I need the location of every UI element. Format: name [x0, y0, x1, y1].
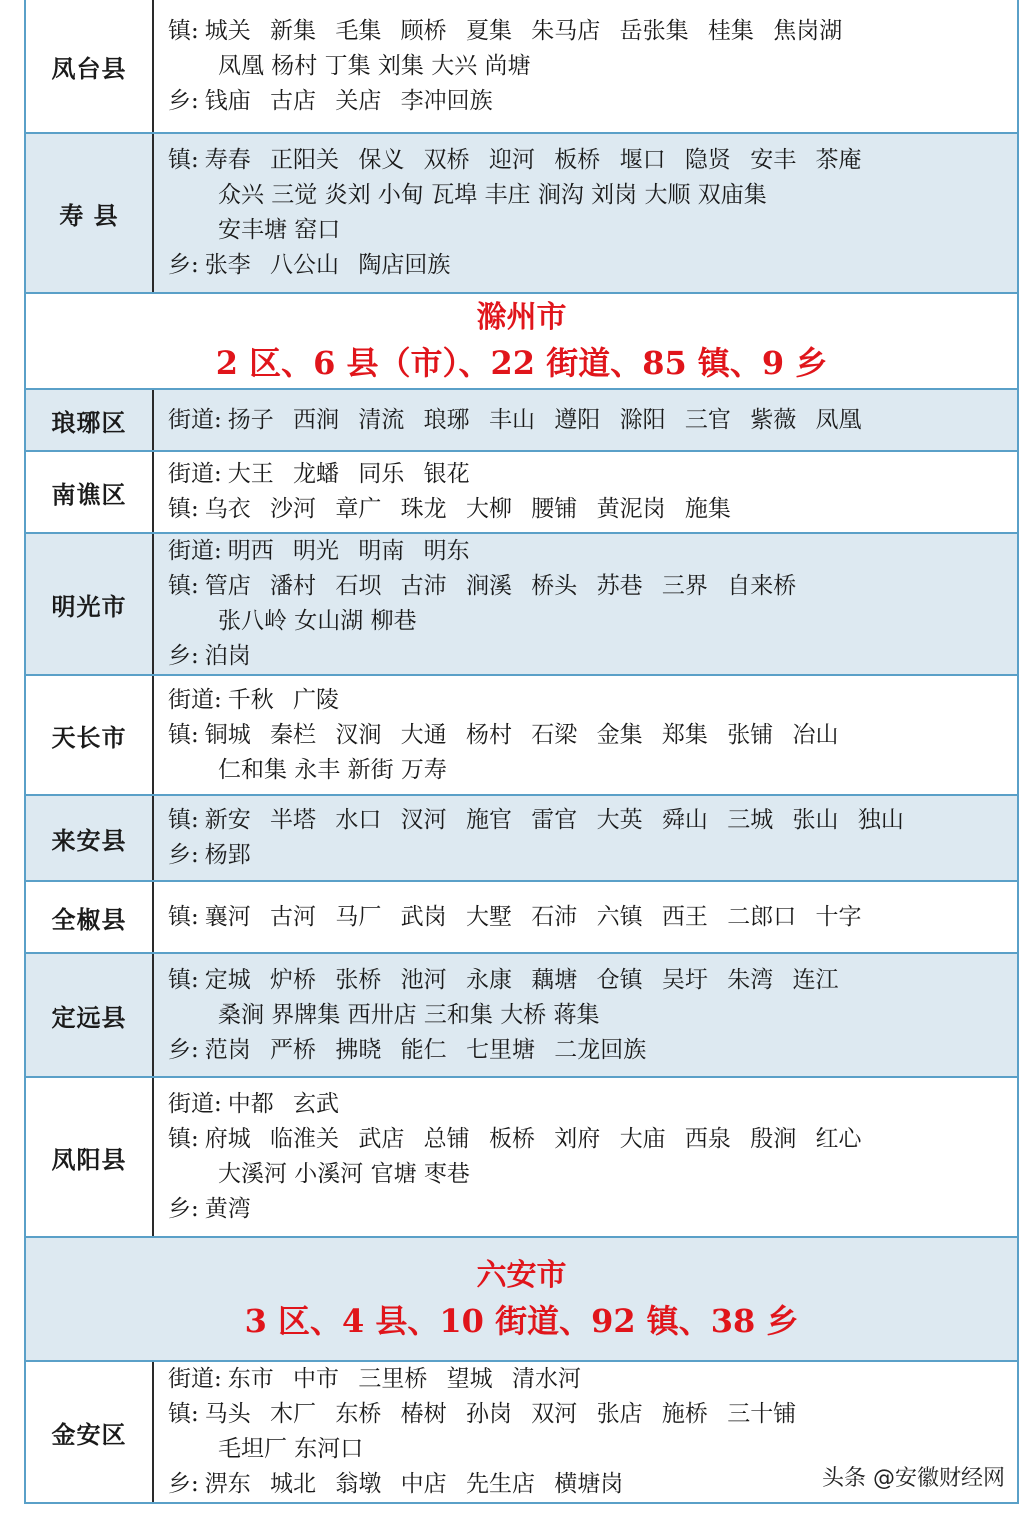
town-list-cont: 凤凰 杨村 丁集 刘集 大兴 尚塘 [218, 52, 531, 79]
row-laian [26, 796, 1017, 882]
subdistrict-list: 千秋 广陵 [227, 686, 340, 713]
city-stats: 2 区、6 县（市）、22 街道、85 镇、9 乡 [215, 344, 828, 382]
subdistrict-list: 明西 明光 明南 明东 [227, 538, 470, 564]
city-header-chuzhou [26, 294, 1017, 390]
label-town: 镇: [168, 1126, 199, 1152]
county-name: 定远县 [26, 954, 154, 1076]
city-name: 六安市 [476, 1258, 567, 1293]
label-subdistrict: 街道: [168, 1091, 222, 1117]
subdistrict-list: 扬子 西涧 清流 琅琊 丰山 遵阳 滁阳 三官 紫薇 凤凰 [227, 406, 862, 433]
row-dingyuan [26, 954, 1017, 1078]
township-list: 张李 八公山 陶店回族 [204, 252, 451, 278]
label-subdistrict: 街道: [168, 686, 222, 713]
county-content [154, 134, 1017, 292]
label-township: 乡: [168, 1036, 199, 1063]
row-quanjiao [26, 882, 1017, 954]
label-subdistrict: 街道: [168, 538, 222, 564]
town-list: 马头 木厂 东桥 椿树 孙岗 双河 张店 施桥 三十铺 [204, 1401, 797, 1427]
city-stats: 3 区、4 县、10 街道、92 镇、38 乡 [244, 1302, 799, 1340]
row-langya [26, 390, 1017, 452]
town-list: 定城 炉桥 张桥 池河 永康 藕塘 仓镇 吴圩 朱湾 连江 [204, 966, 839, 993]
source-watermark: 头条 @安徽财经网 [816, 1459, 1011, 1494]
county-name: 金安区 [26, 1362, 154, 1502]
town-list: 乌衣 沙河 章广 珠龙 大柳 腰铺 黄泥岗 施集 [204, 496, 731, 522]
county-name: 明光市 [26, 534, 154, 674]
row-tianchang [26, 676, 1017, 796]
town-list: 铜城 秦栏 汊涧 大通 杨村 石梁 金集 郑集 张铺 冶山 [204, 721, 839, 748]
row-mingguang [26, 534, 1017, 676]
township-list: 黄湾 [204, 1196, 251, 1222]
county-content [154, 954, 1017, 1076]
township-list: 钱庙 古店 关店 李冲回族 [204, 87, 493, 114]
subdistrict-list: 东市 中市 三里桥 望城 清水河 [227, 1366, 581, 1392]
township-list: 淠东 城北 翁墩 中店 先生店 横塘岗 [204, 1471, 624, 1497]
label-town: 镇: [168, 966, 199, 993]
row-shouxian [26, 134, 1017, 294]
county-content [154, 796, 1017, 880]
town-list-cont: 张八岭 女山湖 柳巷 [218, 608, 417, 634]
town-list-cont: 安丰塘 窑口 [218, 217, 341, 243]
town-list-cont: 众兴 三觉 炎刘 小甸 瓦埠 丰庄 涧沟 刘岗 大顺 双庙集 [218, 182, 767, 208]
town-list: 新安 半塔 水口 汊河 施官 雷官 大英 舜山 三城 张山 独山 [204, 807, 904, 833]
town-list: 城关 新集 毛集 顾桥 夏集 朱马店 岳张集 桂集 焦岗湖 [204, 17, 843, 44]
label-township: 乡: [168, 643, 199, 669]
town-list-cont: 仁和集 永丰 新街 万寿 [218, 756, 447, 783]
township-list: 泊岗 [204, 643, 251, 669]
subdistrict-list: 中都 玄武 [227, 1091, 340, 1117]
label-township: 乡: [168, 87, 199, 114]
county-content [154, 534, 1017, 674]
label-township: 乡: [168, 842, 199, 868]
town-list: 管店 潘村 石坝 古沛 涧溪 桥头 苏巷 三界 自来桥 [204, 573, 797, 599]
town-list: 府城 临淮关 武店 总铺 板桥 刘府 大庙 西泉 殷涧 红心 [204, 1126, 862, 1152]
township-list: 杨郢 [204, 842, 251, 868]
label-township: 乡: [168, 1196, 199, 1222]
county-content [154, 390, 1017, 450]
label-town: 镇: [168, 147, 199, 173]
county-content [154, 452, 1017, 532]
label-town: 镇: [168, 807, 199, 833]
town-list-cont: 大溪河 小溪河 官塘 枣巷 [218, 1161, 470, 1187]
label-town: 镇: [168, 17, 199, 44]
county-content [154, 0, 1017, 132]
row-nanqiao [26, 452, 1017, 534]
county-name: 全椒县 [26, 882, 154, 952]
city-header-luan [26, 1238, 1017, 1362]
town-list-cont: 毛坦厂 东河口 [218, 1436, 364, 1462]
label-township: 乡: [168, 1471, 199, 1497]
county-content [154, 882, 1017, 952]
label-subdistrict: 街道: [168, 461, 222, 487]
city-name: 滁州市 [476, 300, 567, 335]
county-name: 南谯区 [26, 452, 154, 532]
label-subdistrict: 街道: [168, 1366, 222, 1392]
label-town: 镇: [168, 721, 199, 748]
subdistrict-list: 大王 龙蟠 同乐 银花 [227, 461, 470, 487]
label-township: 乡: [168, 252, 199, 278]
division-table [24, 0, 1019, 1504]
county-name: 来安县 [26, 796, 154, 880]
county-content [154, 676, 1017, 794]
town-list: 襄河 古河 马厂 武岗 大墅 石沛 六镇 西王 二郎口 十字 [204, 903, 862, 930]
label-town: 镇: [168, 1401, 199, 1427]
county-name: 天长市 [26, 676, 154, 794]
town-list: 寿春 正阳关 保义 双桥 迎河 板桥 堰口 隐贤 安丰 茶庵 [204, 147, 862, 173]
row-fengtai [26, 0, 1017, 134]
label-town: 镇: [168, 573, 199, 599]
township-list: 范岗 严桥 拂晓 能仁 七里塘 二龙回族 [204, 1036, 647, 1063]
row-fengyang [26, 1078, 1017, 1238]
label-subdistrict: 街道: [168, 406, 222, 433]
county-content [154, 1078, 1017, 1236]
label-town: 镇: [168, 496, 199, 522]
county-name: 凤台县 [26, 0, 154, 132]
county-name: 凤阳县 [26, 1078, 154, 1236]
label-town: 镇: [168, 903, 199, 930]
town-list-cont: 桑涧 界牌集 西卅店 三和集 大桥 蒋集 [218, 1001, 600, 1028]
county-name: 寿 县 [26, 134, 154, 292]
county-name: 琅琊区 [26, 390, 154, 450]
